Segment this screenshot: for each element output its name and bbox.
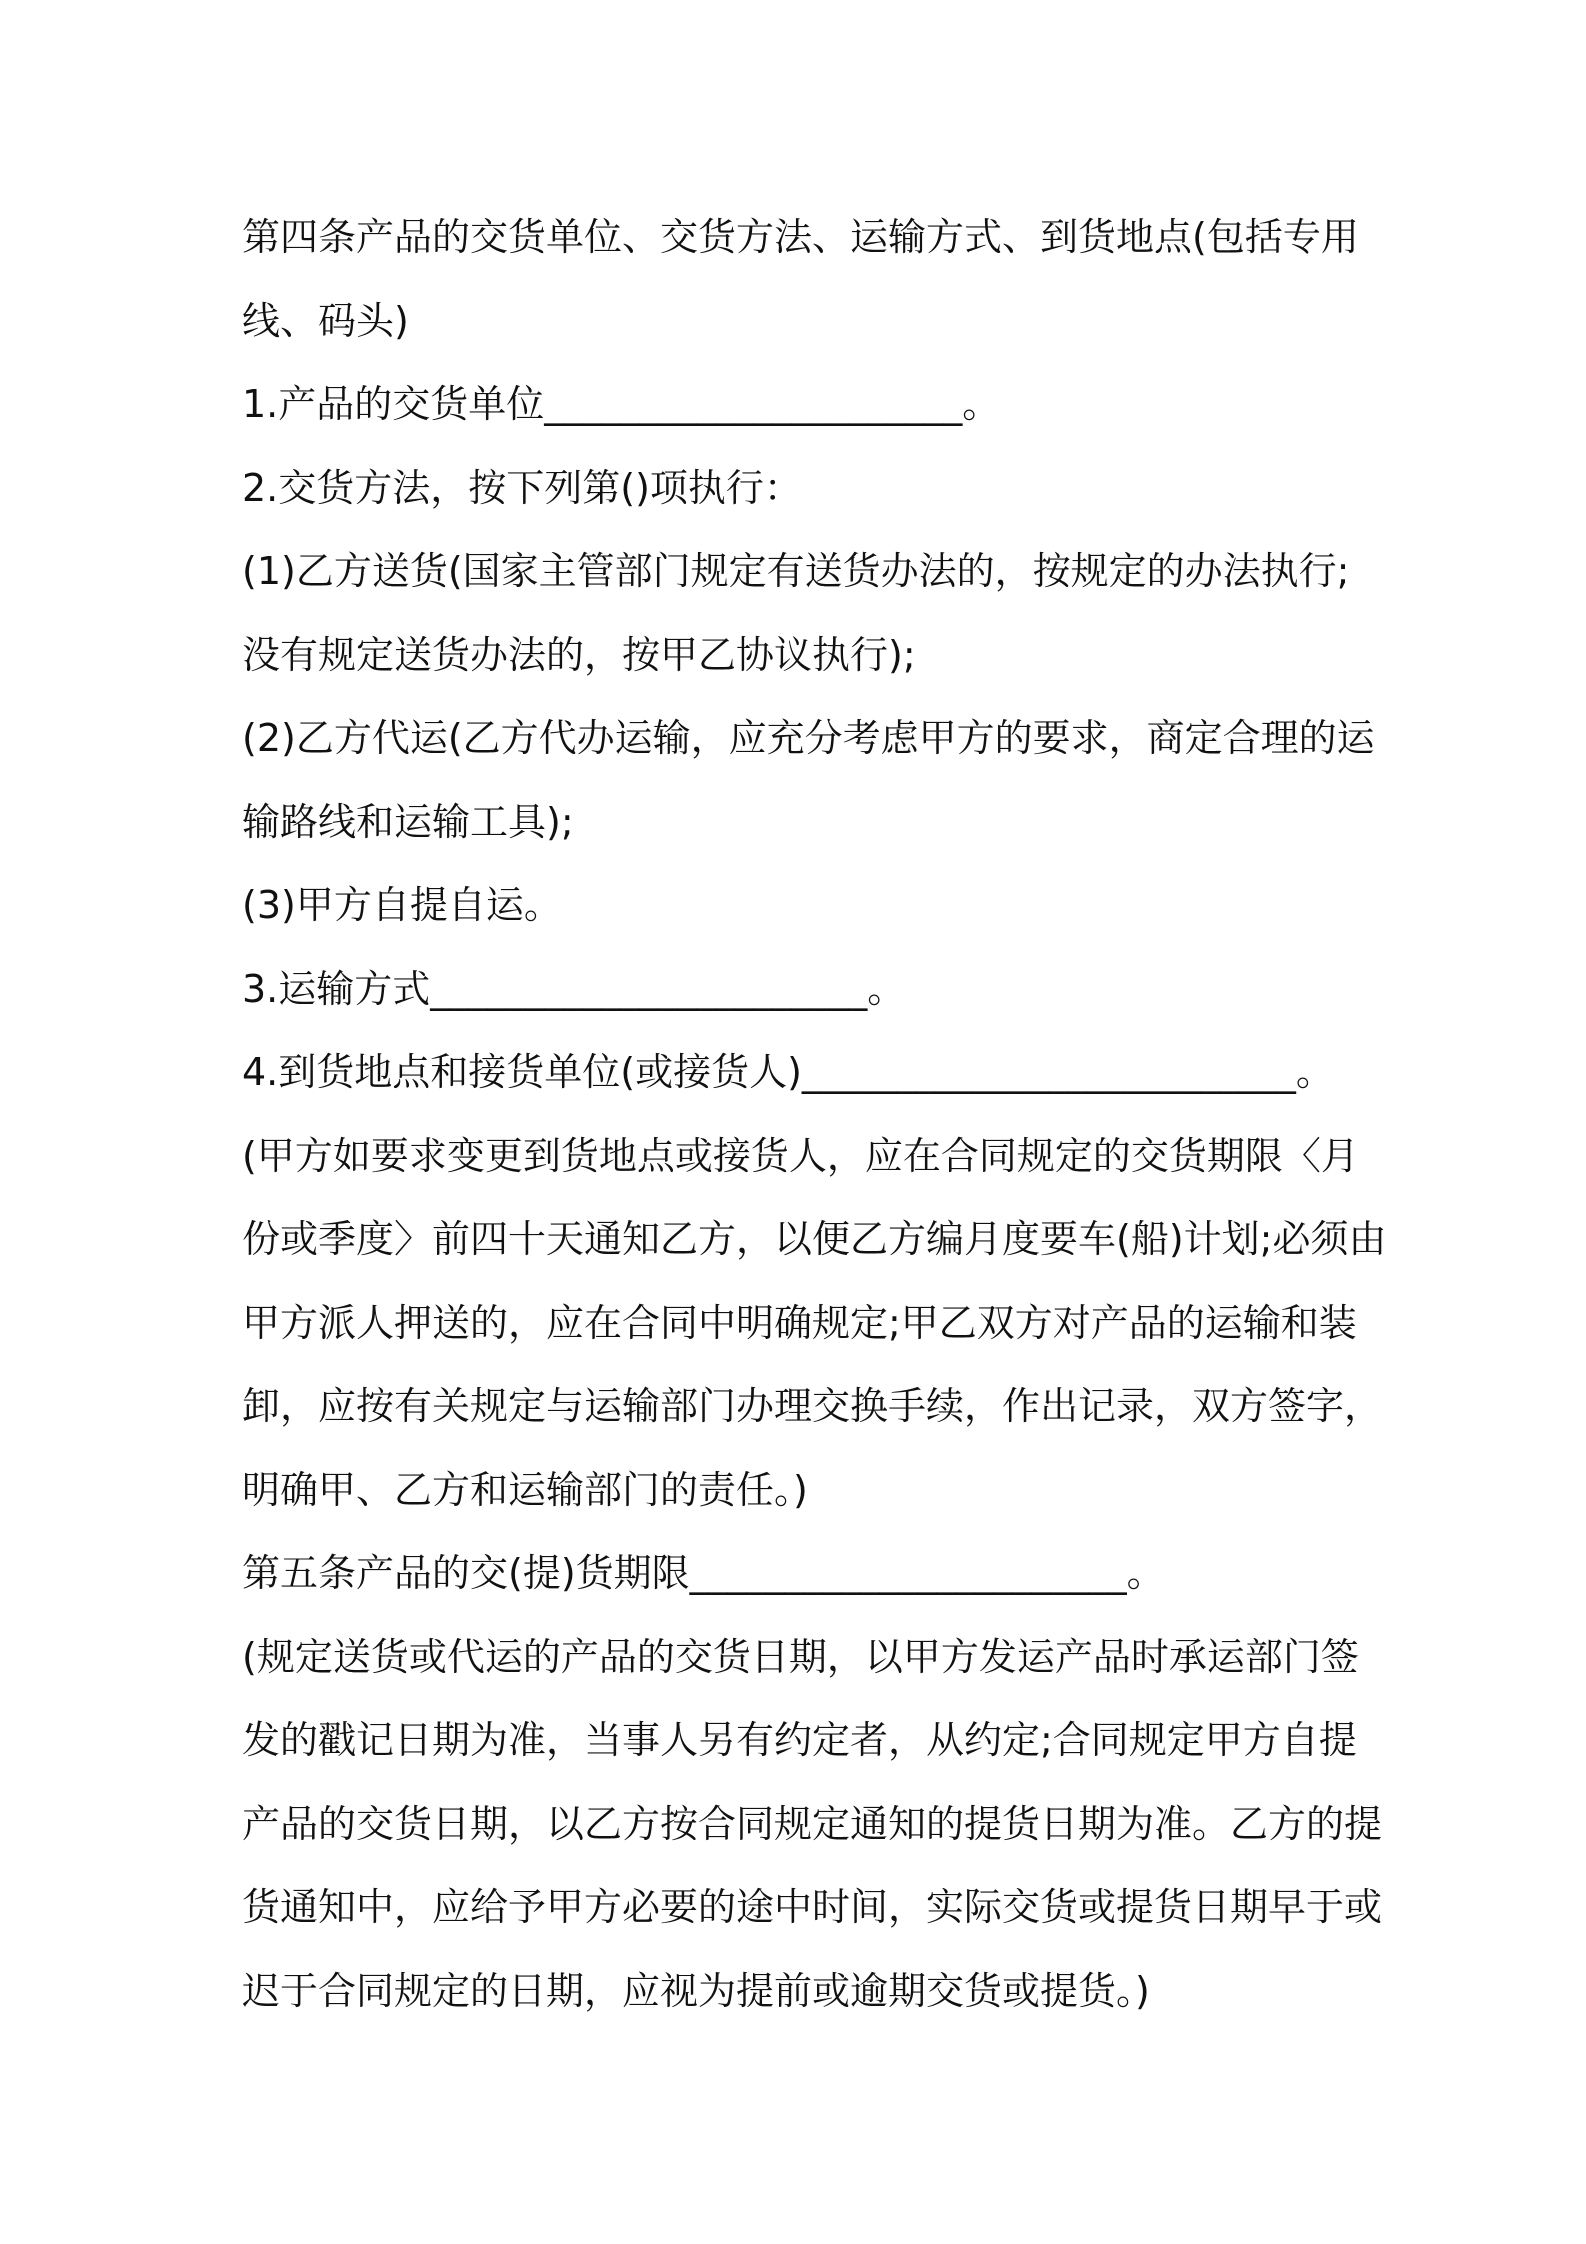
note-2-line-2: 发的戳记日期为准，当事人另有约定者，从约定;合同规定甲方自提 <box>242 1718 1357 1762</box>
note-2-line-5: 迟于合同规定的日期，应视为提前或逾期交货或提货。) <box>242 1968 1150 2013</box>
note-2-line-4: 货通知中，应给予甲方必要的途中时间，实际交货或提货日期早于或 <box>242 1885 1383 1929</box>
article-4-heading-line-1: 第四条产品的交货单位、交货方法、运输方式、到货地点(包括专用 <box>242 215 1359 259</box>
note-1-line-5: 明确甲、乙方和运输部门的责任。) <box>242 1467 808 1512</box>
note-2-line-3: 产品的交货日期，以乙方按合同规定通知的提货日期为准。乙方的提 <box>242 1801 1383 1846</box>
delivery-method-item: 2.交货方法，按下列第()项执行： <box>242 465 802 510</box>
article-4-heading-line-2: 线、码头) <box>242 298 409 343</box>
note-1-line-1: (甲方如要求变更到货地点或接货人，应在合同规定的交货期限〈月 <box>242 1133 1359 1178</box>
option-2-line-1: (2)乙方代运(乙方代办运输，应充分考虑甲方的要求，商定合理的运 <box>242 716 1375 760</box>
note-1-line-4: 卸，应按有关规定与运输部门办理交换手续，作出记录，双方签字， <box>242 1384 1383 1428</box>
document-page <box>242 196 1387 2033</box>
option-3-line: (3)甲方自提自运。 <box>242 883 562 927</box>
option-1-line-1: (1)乙方送货(国家主管部门规定有送货办法的，按规定的办法执行; <box>242 549 1350 593</box>
article-5-heading: 第五条产品的交(提)货期限_______________________。 <box>242 1551 1165 1595</box>
transport-mode-item: 3.运输方式_______________________。 <box>242 966 906 1011</box>
note-1-line-2: 份或季度〉前四十天通知乙方，以便乙方编月度要车(船)计划;必须由 <box>242 1217 1387 1261</box>
delivery-unit-item: 1.产品的交货单位______________________。 <box>242 382 1001 426</box>
note-2-line-1: (规定送货或代运的产品的交货日期，以甲方发运产品时承运部门签 <box>242 1634 1359 1679</box>
note-1-line-3: 甲方派人押送的，应在合同中明确规定;甲乙双方对产品的运输和装 <box>242 1300 1357 1345</box>
arrival-place-item: 4.到货地点和接货单位(或接货人)__________________________。 <box>242 1050 1334 1094</box>
option-1-line-2: 没有规定送货办法的，按甲乙协议执行); <box>242 632 916 677</box>
option-2-line-2: 输路线和运输工具); <box>242 799 574 844</box>
